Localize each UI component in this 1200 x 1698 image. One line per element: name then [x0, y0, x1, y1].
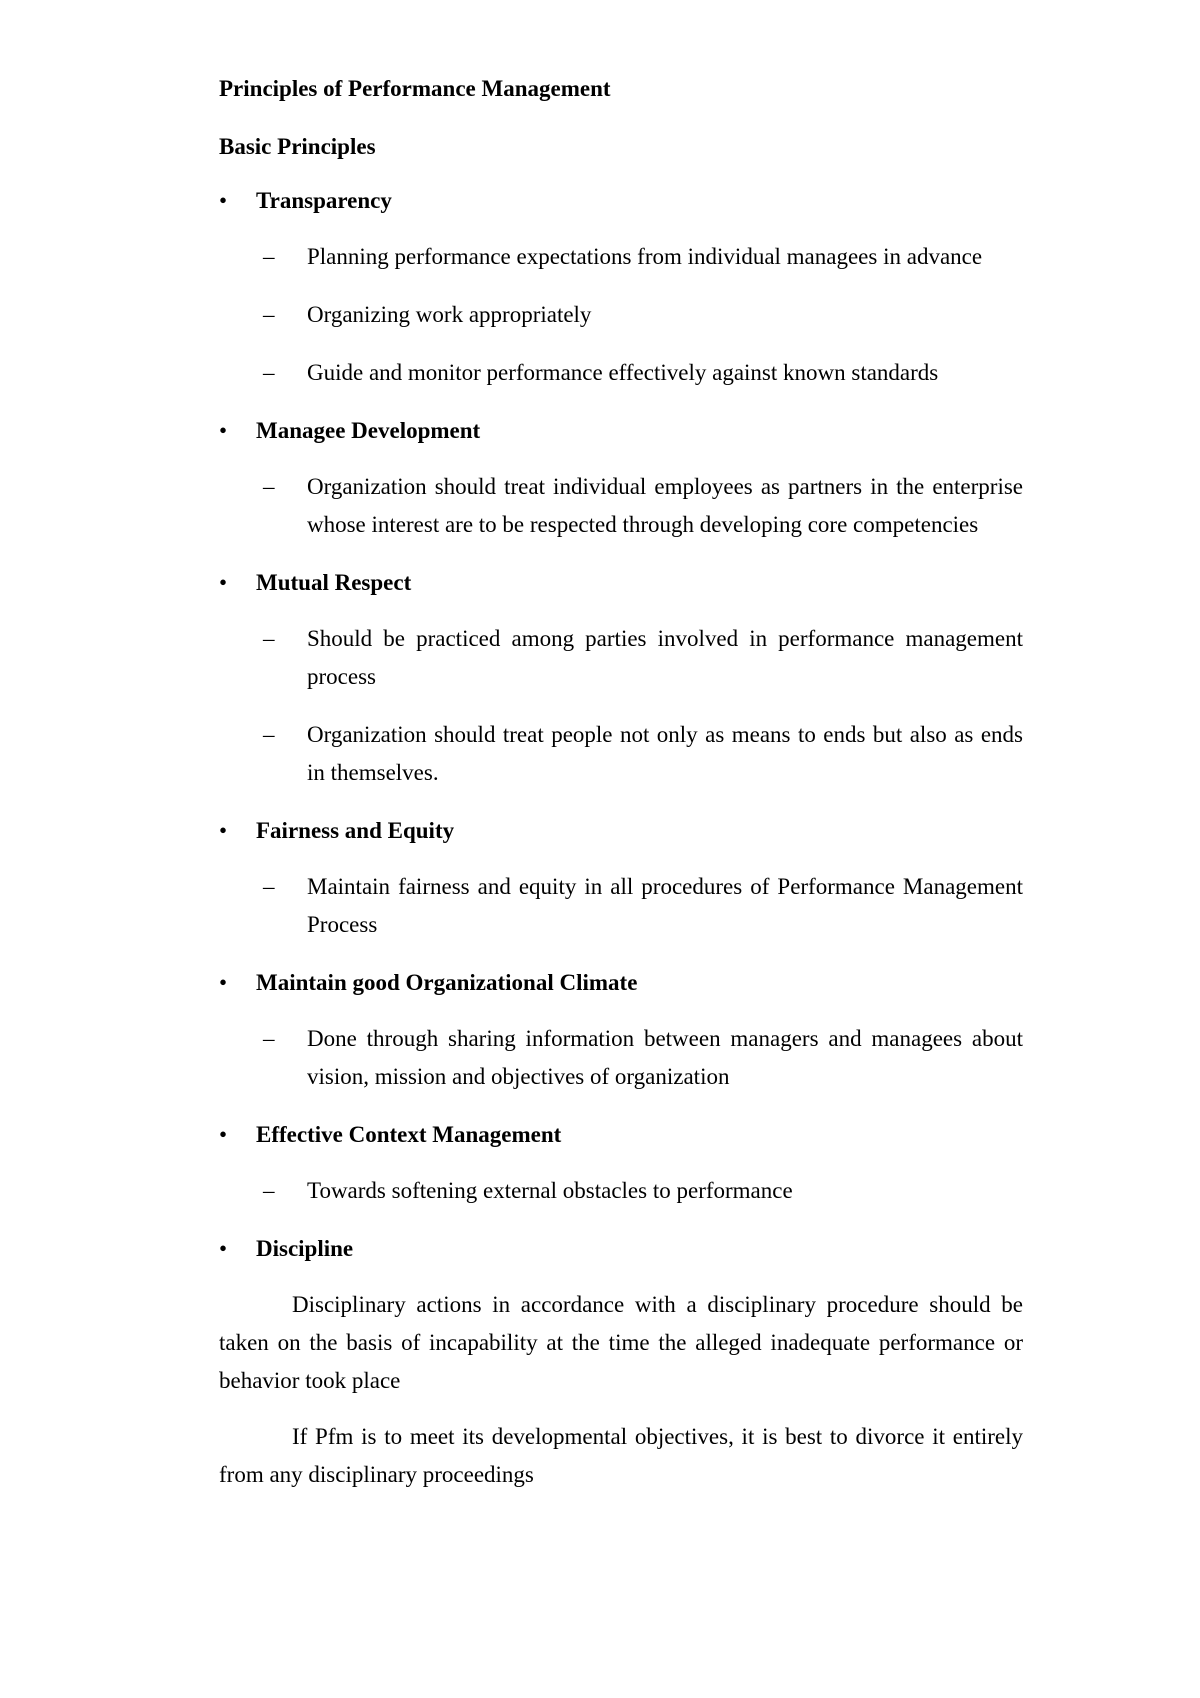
list-item: [219, 1172, 1023, 1210]
closing-paragraphs: [219, 1286, 1023, 1494]
bullet-icon: •: [219, 418, 228, 443]
principle-points: [219, 868, 1023, 944]
principle-heading-row: [219, 182, 1023, 220]
document-page: [219, 70, 1023, 1512]
list-item: [219, 468, 1023, 544]
dash-icon: –: [263, 302, 275, 327]
principle-item: [219, 812, 1023, 944]
principle-heading: Managee Development: [256, 418, 481, 443]
point-text: Should be practiced among parties involved in performance management process: [307, 626, 1023, 689]
dash-icon: –: [263, 1026, 275, 1051]
list-item: [219, 296, 1023, 334]
principle-item: [219, 564, 1023, 792]
document-title: Principles of Performance Management: [219, 76, 611, 101]
list-item: [219, 238, 1023, 276]
principle-item: [219, 1116, 1023, 1210]
dash-icon: –: [263, 722, 275, 747]
bullet-icon: •: [219, 570, 228, 595]
principle-item: [219, 182, 1023, 392]
point-text: Organization should treat individual employees as partners in the enterprise whose interest are to be respected through developing core competencies: [307, 474, 1023, 537]
principles-list: [219, 182, 1023, 1268]
bullet-icon: •: [219, 818, 228, 843]
principle-heading-row: [219, 1116, 1023, 1154]
principle-heading-row: [219, 1230, 1023, 1268]
dash-icon: –: [263, 874, 275, 899]
dash-icon: –: [263, 1178, 275, 1203]
dash-icon: –: [263, 360, 275, 385]
principle-heading-row: [219, 964, 1023, 1002]
bullet-icon: •: [219, 1122, 228, 1147]
list-item: [219, 620, 1023, 696]
principle-points: [219, 1172, 1023, 1210]
principle-heading: Mutual Respect: [256, 570, 412, 595]
point-text: Maintain fairness and equity in all procedures of Performance Management Process: [307, 874, 1023, 937]
bullet-icon: •: [219, 970, 228, 995]
point-text: Guide and monitor performance effectively against known standards: [307, 360, 939, 385]
section-heading: Basic Principles: [219, 134, 376, 159]
principle-heading: Fairness and Equity: [256, 818, 455, 843]
body-paragraph: Disciplinary actions in accordance with a disciplinary procedure should be taken on the basis of incapability at the time the alleged inadequate performance or behavior took place: [219, 1292, 1023, 1393]
principle-heading: Maintain good Organizational Climate: [256, 970, 638, 995]
principle-item: [219, 964, 1023, 1096]
bullet-icon: •: [219, 188, 228, 213]
list-item: [219, 868, 1023, 944]
list-item: [219, 716, 1023, 792]
principle-heading-row: [219, 412, 1023, 450]
principle-heading: Effective Context Management: [256, 1122, 562, 1147]
principle-heading-row: [219, 812, 1023, 850]
body-paragraph: If Pfm is to meet its developmental objectives, it is best to divorce it entirely from any disciplinary proceedings: [219, 1424, 1023, 1487]
principle-points: [219, 620, 1023, 792]
list-item: [219, 1020, 1023, 1096]
principle-points: [219, 1020, 1023, 1096]
principle-heading: Transparency: [256, 188, 392, 213]
bullet-icon: •: [219, 1236, 228, 1261]
point-text: Planning performance expectations from individual managees in advance: [307, 244, 983, 269]
principle-item: [219, 412, 1023, 544]
point-text: Organization should treat people not only as means to ends but also as ends in themselves.: [307, 722, 1023, 785]
point-text: Towards softening external obstacles to performance: [307, 1178, 793, 1203]
dash-icon: –: [263, 474, 275, 499]
principle-points: [219, 238, 1023, 392]
point-text: Done through sharing information between managers and managees about vision, mission and objectives of organization: [307, 1026, 1023, 1089]
point-text: Organizing work appropriately: [307, 302, 592, 327]
principle-heading-row: [219, 564, 1023, 602]
dash-icon: –: [263, 244, 275, 269]
principle-points: [219, 468, 1023, 544]
principle-heading: Discipline: [256, 1236, 354, 1261]
principle-item: [219, 1230, 1023, 1268]
list-item: [219, 354, 1023, 392]
dash-icon: –: [263, 626, 275, 651]
